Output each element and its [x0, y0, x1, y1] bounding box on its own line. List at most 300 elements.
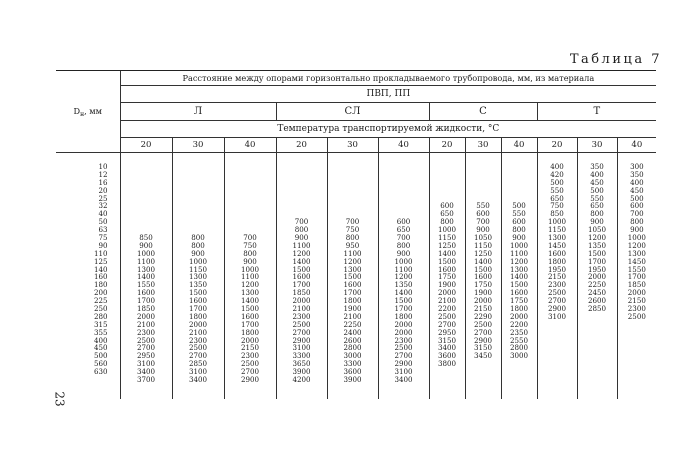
- diameter-value: 40: [98, 209, 108, 219]
- spacing-value: 2500: [627, 311, 646, 321]
- temp-header: 30: [327, 138, 378, 153]
- value-column: [618, 163, 657, 321]
- spacing-value: 1500: [343, 272, 362, 282]
- spacing-value: 650: [396, 225, 411, 235]
- spacing-value: 1400: [509, 272, 529, 282]
- spacing-value: 650: [590, 201, 604, 211]
- spacing-value: 2500: [394, 343, 413, 353]
- spacing-value: 2150: [547, 272, 567, 282]
- spacing-value: 1900: [473, 288, 493, 298]
- spacing-value: 2500: [547, 288, 567, 298]
- temp-header: 40: [501, 138, 537, 153]
- temp-header: 40: [224, 138, 276, 153]
- spacing-value: 1100: [136, 256, 156, 266]
- spacing-value: 1850: [292, 288, 311, 298]
- spacing-value: 550: [550, 185, 564, 195]
- spacing-value: [379, 179, 429, 187]
- spacing-value: [379, 202, 429, 210]
- spacing-value: 2700: [437, 319, 457, 329]
- spacing-value: [379, 195, 429, 203]
- value-column: [379, 163, 429, 384]
- value-cell: [120, 153, 172, 400]
- spacing-value: 1800: [509, 304, 529, 314]
- value-column: [121, 163, 172, 384]
- value-column: [173, 163, 224, 384]
- spacing-value: 1700: [627, 272, 646, 282]
- spacing-value: [173, 179, 224, 187]
- spacing-value: 1850: [136, 304, 156, 314]
- spacing-value: [173, 210, 224, 218]
- spacing-value: [121, 218, 172, 226]
- spacing-value: [502, 179, 537, 187]
- spacing-value: 1600: [240, 311, 260, 321]
- spacing-value: [502, 171, 537, 179]
- spacing-value: [502, 163, 537, 171]
- spacing-value: [225, 163, 276, 171]
- spacing-value: 1150: [547, 225, 567, 235]
- spacing-value: 3600: [437, 351, 457, 361]
- spacing-value: 2900: [240, 375, 260, 385]
- spacing-value: [430, 163, 465, 171]
- spacing-value: 1500: [437, 256, 457, 266]
- spacing-value: 2000: [394, 327, 413, 337]
- spacing-value: 1500: [240, 304, 260, 314]
- diameter-value: 16: [98, 177, 108, 187]
- value-cell: [537, 153, 577, 400]
- spacing-value: 1500: [509, 280, 529, 290]
- spacing-value: 3300: [292, 351, 311, 361]
- spacing-value: 2500: [473, 319, 493, 329]
- spacing-value: 1100: [394, 264, 413, 274]
- diameter-header: $D_н$, мм: [56, 71, 120, 153]
- spacing-value: 1400: [473, 256, 493, 266]
- spacing-value: [328, 187, 378, 195]
- value-cell: [501, 153, 537, 400]
- spacing-value: [328, 179, 378, 187]
- spacing-value: 2000: [627, 288, 646, 298]
- spacing-value: 1800: [394, 311, 413, 321]
- spacing-value: 800: [345, 233, 360, 243]
- spacing-value: 1000: [547, 217, 567, 227]
- spacing-value: 900: [476, 225, 490, 235]
- value-cell: [577, 153, 617, 400]
- value-column: [466, 163, 501, 360]
- spacing-value: [121, 163, 172, 171]
- spacing-value: 1400: [292, 256, 311, 266]
- spacing-value: 400: [630, 177, 644, 187]
- spacing-value: 1200: [394, 272, 413, 282]
- spacing-value: 1250: [437, 240, 457, 250]
- spacing-value: 1000: [136, 248, 156, 258]
- spacing-value: 1600: [547, 248, 567, 258]
- value-cell: [172, 153, 224, 400]
- material-header-t: Т: [537, 103, 656, 121]
- diameter-value: 450: [93, 343, 108, 353]
- spacing-value: 1600: [188, 296, 208, 306]
- spacing-value: 2550: [509, 335, 529, 345]
- spacing-value: [328, 202, 378, 210]
- spacing-value: 2350: [509, 327, 529, 337]
- spacing-value: 1200: [587, 233, 607, 243]
- spacing-value: 1800: [188, 311, 208, 321]
- spacing-value: [173, 163, 224, 171]
- spacing-value: 1500: [292, 264, 311, 274]
- spacing-value: 800: [440, 217, 454, 227]
- spacing-value: 1200: [627, 240, 646, 250]
- spacing-value: 2000: [437, 288, 457, 298]
- spacing-value: 550: [590, 193, 604, 203]
- spacing-value: 2900: [394, 359, 413, 369]
- spacing-value: 600: [396, 217, 411, 227]
- diameter-value: 32: [98, 201, 108, 211]
- spacing-value: 2700: [188, 351, 208, 361]
- spacing-value: 1100: [509, 248, 529, 258]
- spacing-value: [225, 218, 276, 226]
- spacing-value: 1300: [509, 264, 529, 274]
- spacing-value: 3800: [437, 359, 457, 369]
- spacing-value: 1100: [292, 240, 311, 250]
- spacing-value: 1800: [547, 256, 567, 266]
- spacing-value: 700: [630, 209, 644, 219]
- spacing-value: 3150: [473, 343, 493, 353]
- spacing-value: 2000: [240, 335, 260, 345]
- spacing-value: 3100: [547, 311, 567, 321]
- spacing-value: 600: [512, 217, 526, 227]
- spacing-value: 2300: [547, 280, 567, 290]
- spacing-value: 2700: [547, 296, 567, 306]
- spacing-value: 1400: [437, 248, 457, 258]
- spacing-value: 2000: [188, 319, 208, 329]
- spacing-value: 1300: [547, 233, 567, 243]
- spacing-value: 1800: [343, 296, 362, 306]
- temp-header: 30: [172, 138, 224, 153]
- spacing-value: 950: [345, 240, 360, 250]
- spacing-value: 900: [512, 233, 526, 243]
- pipe-support-spacing-table: [56, 70, 656, 399]
- value-column: [578, 163, 617, 313]
- spacing-value: 2600: [343, 335, 362, 345]
- spacing-value: 900: [396, 248, 411, 258]
- spacing-value: 2800: [509, 343, 529, 353]
- spacing-value: 800: [294, 225, 309, 235]
- spacing-value: 600: [440, 201, 454, 211]
- spacing-value: 1400: [394, 288, 413, 298]
- spacing-value: 3650: [292, 359, 311, 369]
- spacing-value: 500: [590, 185, 604, 195]
- spacing-value: 800: [243, 248, 257, 258]
- spacing-value: 1000: [188, 256, 208, 266]
- spacing-value: 1400: [240, 296, 260, 306]
- spacing-value: 500: [630, 193, 644, 203]
- spacing-value: 1500: [587, 248, 607, 258]
- spacing-value: 2100: [343, 311, 362, 321]
- spacing-value: [121, 202, 172, 210]
- spacing-value: 1700: [136, 296, 156, 306]
- value-column: [277, 163, 327, 384]
- spacing-value: 1350: [188, 280, 208, 290]
- spacing-value: 2450: [587, 288, 607, 298]
- spacing-value: 1200: [240, 280, 260, 290]
- spacing-value: [466, 179, 501, 187]
- spacing-value: 1300: [343, 264, 362, 274]
- diameter-value: 20: [98, 185, 108, 195]
- spacing-value: 2700: [240, 367, 260, 377]
- spacing-value: 1700: [240, 319, 260, 329]
- spacing-value: [121, 210, 172, 218]
- spacing-value: 2700: [473, 327, 493, 337]
- diameter-value: 630: [93, 367, 108, 377]
- spacing-value: [277, 202, 327, 210]
- spacing-value: 3400: [136, 367, 156, 377]
- spacing-value: 1150: [188, 264, 208, 274]
- temp-header: 30: [465, 138, 501, 153]
- spacing-value: [121, 195, 172, 203]
- spacing-value: 1150: [473, 240, 493, 250]
- diameter-value: 180: [93, 280, 108, 290]
- spacing-value: 3600: [343, 367, 362, 377]
- spacing-value: 600: [476, 209, 490, 219]
- spacing-value: 2500: [240, 359, 260, 369]
- spacing-value: [225, 195, 276, 203]
- spacing-value: [121, 171, 172, 179]
- spacing-value: 1600: [292, 272, 311, 282]
- spacing-value: 3000: [343, 351, 362, 361]
- spacing-value: 3400: [188, 375, 208, 385]
- spacing-value: 2850: [188, 359, 208, 369]
- spacing-value: 3400: [437, 343, 457, 353]
- spacing-value: 2000: [292, 296, 311, 306]
- spacing-value: 1700: [343, 288, 362, 298]
- diameter-value: 50: [98, 217, 108, 227]
- spacing-value: 1600: [136, 288, 156, 298]
- spacing-value: 2500: [437, 311, 457, 321]
- spacing-value: 800: [590, 209, 604, 219]
- spacing-value: 500: [550, 177, 564, 187]
- spacing-value: 1050: [587, 225, 607, 235]
- spacing-value: 2600: [587, 296, 607, 306]
- spacing-value: 1300: [627, 248, 646, 258]
- spacing-value: 800: [191, 233, 205, 243]
- spacing-value: 2900: [547, 304, 567, 314]
- temp-header: 40: [617, 138, 656, 153]
- spacing-value: 2500: [292, 319, 311, 329]
- diameter-value: 200: [93, 288, 108, 298]
- temp-header: 20: [537, 138, 577, 153]
- diameter-value: 160: [93, 272, 108, 282]
- spacing-value: 700: [476, 217, 490, 227]
- diameter-value: 110: [93, 248, 108, 258]
- spacing-value: 2290: [473, 311, 493, 321]
- spacing-value: 750: [243, 240, 257, 250]
- spacing-value: 1500: [188, 288, 208, 298]
- spacing-value: [173, 195, 224, 203]
- spacing-value: 2700: [394, 351, 413, 361]
- spacing-value: 1000: [394, 256, 413, 266]
- spacing-value: [466, 171, 501, 179]
- spacing-value: [328, 195, 378, 203]
- spacing-value: 2300: [136, 327, 156, 337]
- spacing-value: [379, 163, 429, 171]
- spacing-value: 1300: [136, 264, 156, 274]
- spacing-value: 550: [476, 201, 490, 211]
- spacing-value: 700: [396, 233, 411, 243]
- spacing-value: 2200: [437, 304, 457, 314]
- spacing-value: 1200: [292, 248, 311, 258]
- spacing-value: [466, 163, 501, 171]
- spacing-value: 2300: [394, 335, 413, 345]
- spacing-value: 1500: [473, 264, 493, 274]
- spacing-value: 300: [630, 162, 644, 171]
- spacing-value: 2100: [292, 304, 311, 314]
- spacing-value: 1200: [509, 256, 529, 266]
- diameter-value: 225: [93, 296, 108, 306]
- value-cell: [224, 153, 276, 400]
- temperature-header: Температура транспортируемой жидкости, °С: [120, 121, 656, 138]
- spacing-value: 350: [590, 162, 604, 171]
- spacing-value: 2150: [473, 304, 493, 314]
- spacing-value: 1000: [240, 264, 260, 274]
- material-header-sl: СЛ: [276, 103, 429, 121]
- spacing-value: 3450: [473, 351, 493, 361]
- spacing-value: 650: [550, 193, 564, 203]
- spacing-value: 500: [512, 201, 526, 211]
- spacing-value: [277, 171, 327, 179]
- diameter-value: 280: [93, 311, 108, 321]
- spacing-value: 1550: [136, 280, 156, 290]
- value-column: [502, 163, 537, 360]
- spacing-value: 700: [345, 217, 360, 227]
- spacing-value: 2300: [292, 311, 311, 321]
- spacing-value: 3400: [394, 375, 413, 385]
- spacing-value: [277, 163, 327, 171]
- spacing-value: 1400: [136, 272, 156, 282]
- spacing-value: 2000: [509, 311, 529, 321]
- value-cell: [465, 153, 501, 400]
- spacing-value: 900: [294, 233, 309, 243]
- spacing-value: 2500: [188, 343, 208, 353]
- spacing-value: 2500: [136, 335, 156, 345]
- spacing-value: 2150: [627, 296, 646, 306]
- spacing-value: 350: [630, 169, 644, 179]
- spacing-value: 2800: [343, 343, 362, 353]
- spacing-value: 1950: [547, 264, 567, 274]
- diameter-value: 250: [93, 304, 108, 314]
- spacing-value: 3300: [343, 359, 362, 369]
- spacing-value: 2100: [188, 327, 208, 337]
- spacing-value: 2000: [587, 272, 607, 282]
- spacing-value: 1500: [394, 296, 413, 306]
- diameter-value: 12: [98, 169, 108, 179]
- spacing-value: 2850: [587, 304, 607, 314]
- diameter-value: 315: [93, 319, 108, 329]
- table-caption: Таблица 7: [569, 52, 662, 67]
- diameter-value: 10: [98, 162, 108, 171]
- table-title: Расстояние между опорами горизонтально прокладываемого трубопровода, мм, из материала: [120, 71, 656, 86]
- diameter-value: 90: [98, 240, 108, 250]
- diameter-value: 63: [98, 225, 108, 235]
- spacing-value: 3100: [394, 367, 413, 377]
- spacing-value: 650: [440, 209, 454, 219]
- spacing-value: 1700: [587, 256, 607, 266]
- spacing-value: 1000: [509, 240, 529, 250]
- spacing-value: 900: [243, 256, 257, 266]
- spacing-value: 1600: [437, 264, 457, 274]
- spacing-value: 1900: [343, 304, 362, 314]
- temp-header: 20: [276, 138, 327, 153]
- spacing-value: [502, 187, 537, 195]
- diameter-value: 75: [98, 233, 108, 243]
- spacing-value: 2100: [437, 296, 457, 306]
- spacing-value: 1900: [437, 280, 457, 290]
- spacing-value: [328, 171, 378, 179]
- spacing-value: 1350: [587, 240, 607, 250]
- spacing-value: 2100: [136, 319, 156, 329]
- spacing-value: 900: [191, 248, 205, 258]
- spacing-value: 850: [550, 209, 564, 219]
- value-column: [430, 163, 465, 368]
- spacing-value: 1450: [547, 240, 567, 250]
- spacing-value: 1100: [343, 248, 362, 258]
- diameter-value: 500: [93, 351, 108, 361]
- spacing-value: 1200: [343, 256, 362, 266]
- spacing-value: 400: [590, 169, 604, 179]
- spacing-value: [379, 171, 429, 179]
- spacing-value: 3100: [188, 367, 208, 377]
- spacing-value: [466, 187, 501, 195]
- temp-header: 20: [429, 138, 465, 153]
- spacing-value: 2300: [627, 304, 646, 314]
- temp-header: 30: [577, 138, 617, 153]
- spacing-value: 800: [396, 240, 411, 250]
- diameter-value: 140: [93, 264, 108, 274]
- value-column: [225, 163, 276, 384]
- spacing-value: 1950: [587, 264, 607, 274]
- page-number: 23: [52, 391, 67, 407]
- spacing-value: 1100: [240, 272, 260, 282]
- spacing-value: 1700: [292, 280, 311, 290]
- spacing-value: 3150: [437, 335, 457, 345]
- spacing-value: [430, 187, 465, 195]
- spacing-value: [225, 187, 276, 195]
- spacing-value: 900: [590, 217, 604, 227]
- spacing-value: 2900: [473, 335, 493, 345]
- spacing-value: 2150: [240, 343, 260, 353]
- spacing-value: 800: [512, 225, 526, 235]
- spacing-value: 1000: [437, 225, 457, 235]
- spacing-value: [225, 210, 276, 218]
- spacing-value: 3900: [343, 375, 362, 385]
- spacing-value: 900: [630, 225, 644, 235]
- spacing-value: 3900: [292, 367, 311, 377]
- spacing-value: 3100: [292, 343, 311, 353]
- spacing-value: 1150: [437, 233, 457, 243]
- spacing-value: 2250: [587, 280, 607, 290]
- spacing-value: 1800: [240, 327, 260, 337]
- temp-header: 40: [378, 138, 429, 153]
- spacing-value: 750: [550, 201, 564, 211]
- diameter-value: 25: [98, 193, 108, 203]
- spacing-value: 1450: [627, 256, 646, 266]
- spacing-value: 1700: [188, 304, 208, 314]
- spacing-value: 1700: [394, 304, 413, 314]
- spacing-value: [121, 187, 172, 195]
- spacing-value: 1750: [473, 280, 493, 290]
- spacing-value: 800: [191, 240, 205, 250]
- spacing-value: 2950: [136, 351, 156, 361]
- spacing-value: 1000: [627, 233, 646, 243]
- spacing-value: 2950: [437, 327, 457, 337]
- spacing-value: [277, 179, 327, 187]
